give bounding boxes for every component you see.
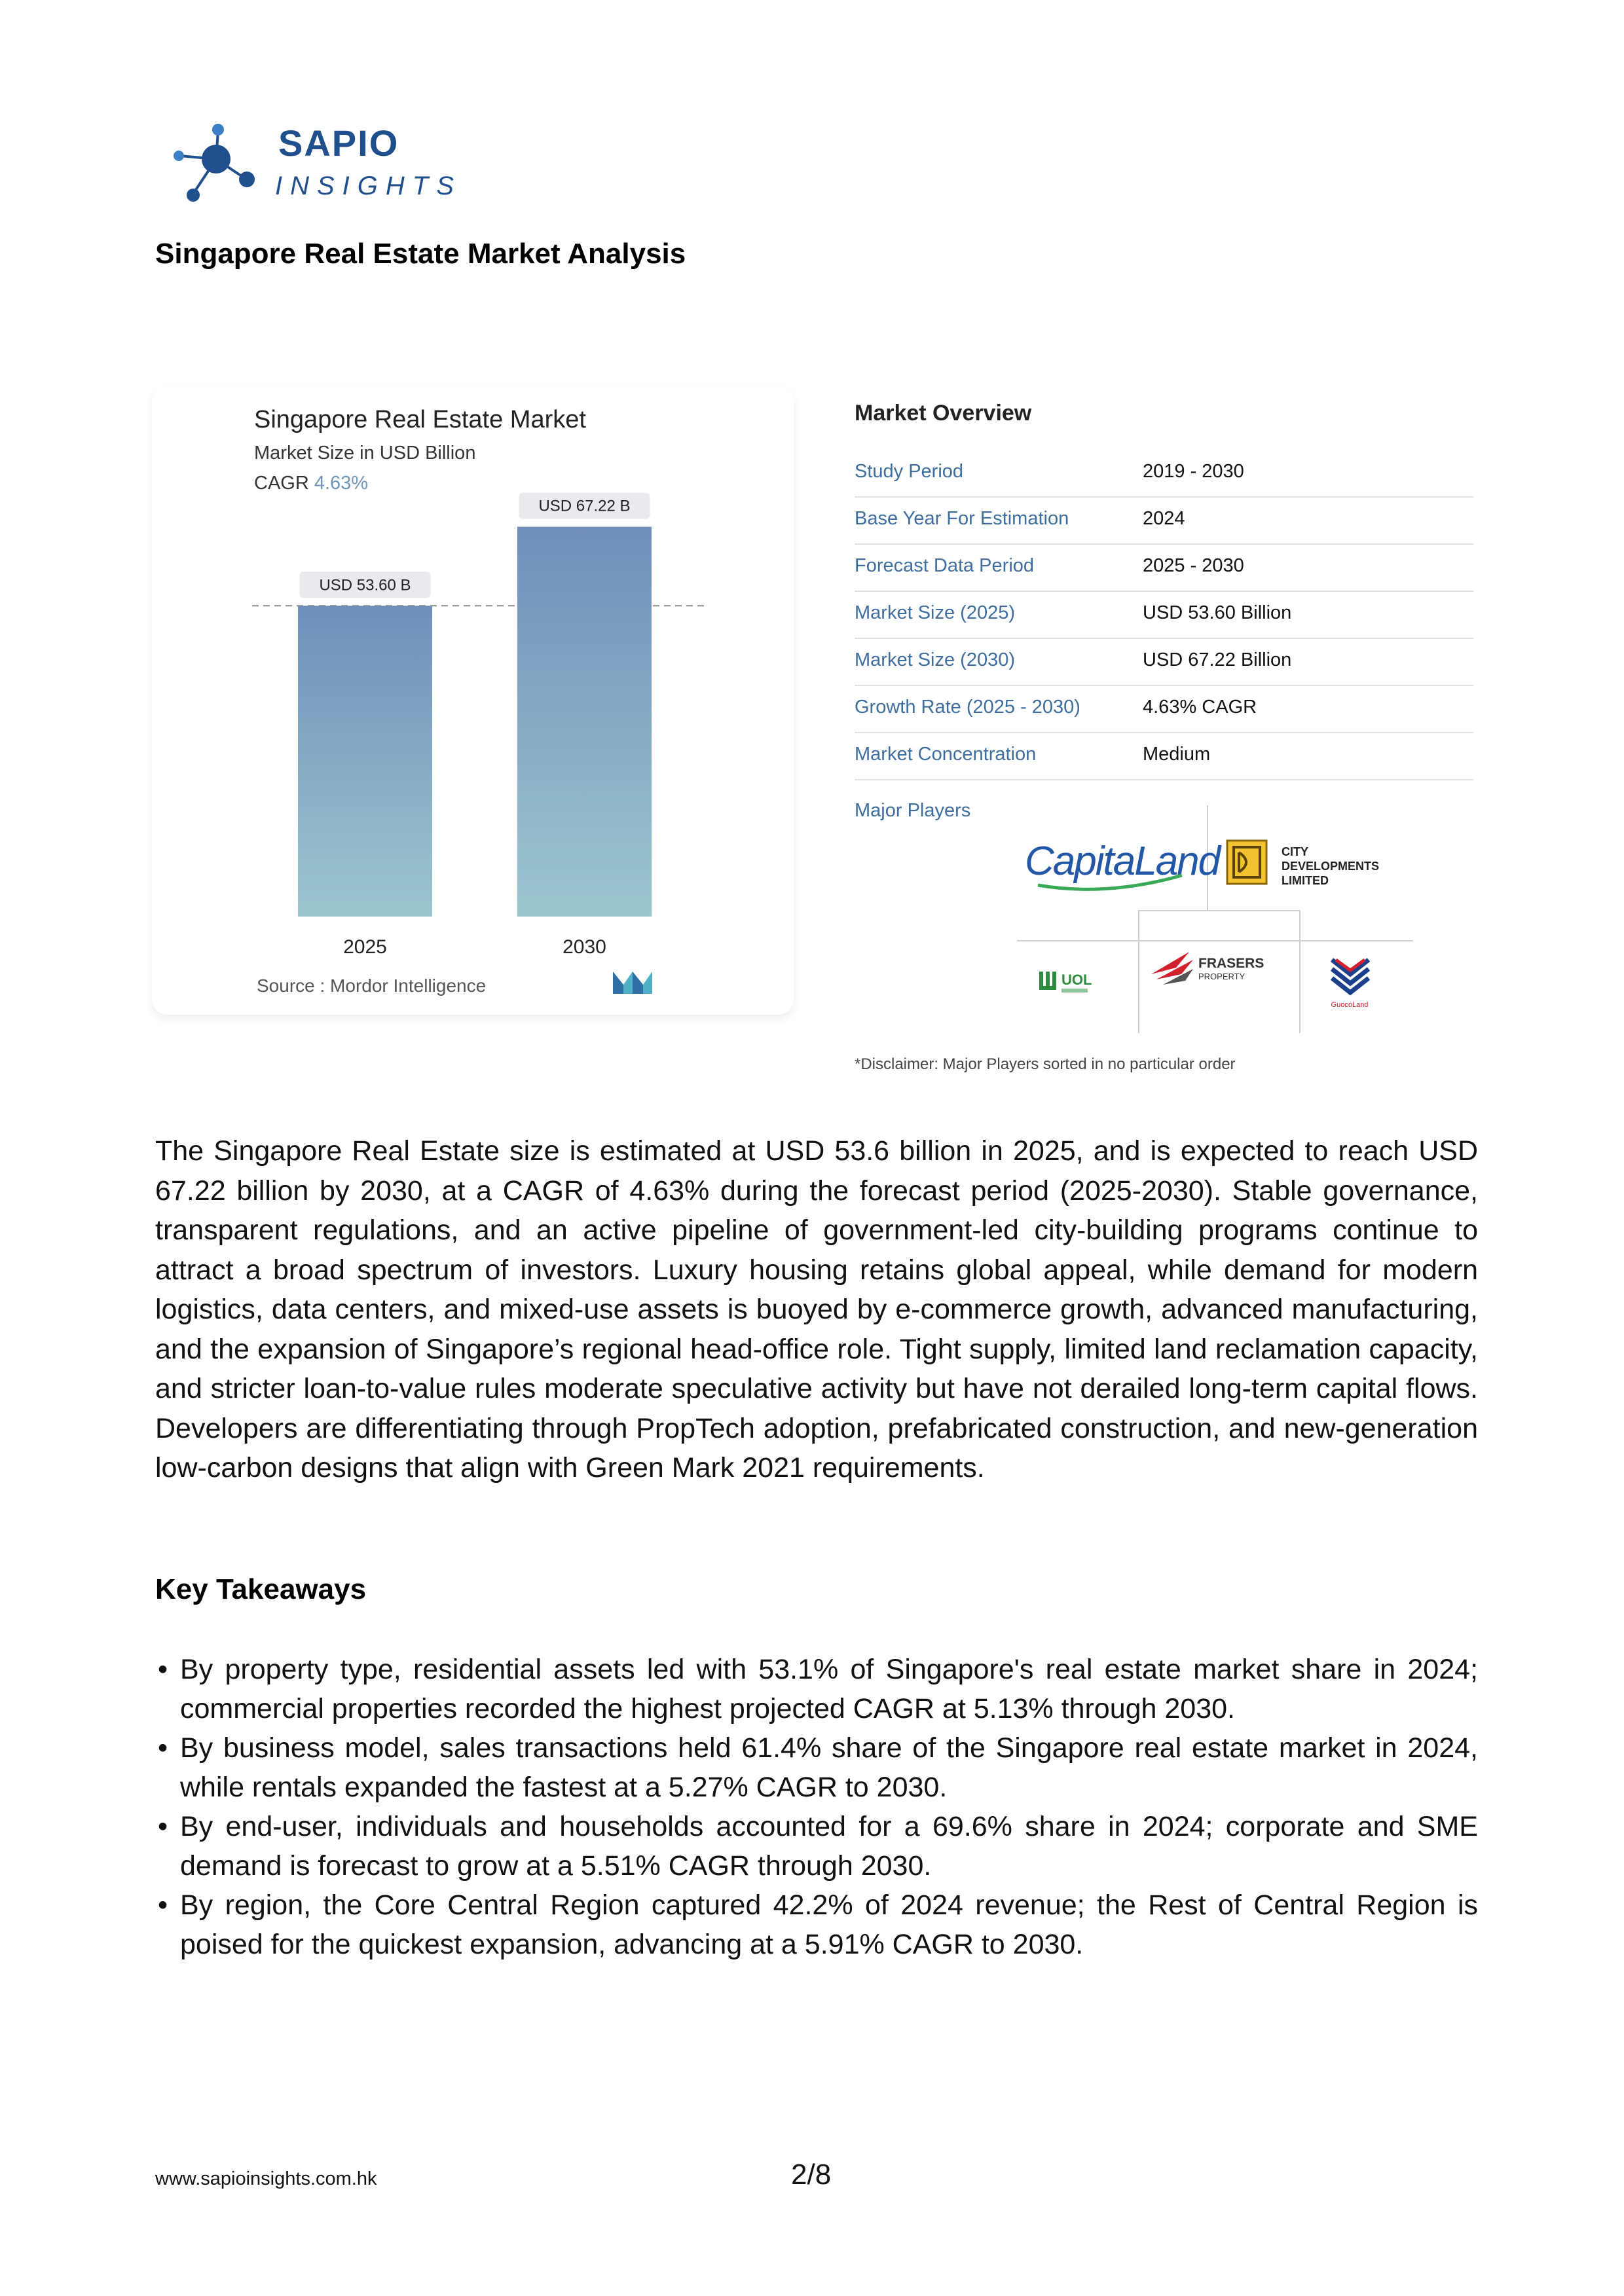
market-overview-title: Market Overview: [855, 401, 1032, 426]
sapio-insights-logo: [167, 117, 534, 215]
molecule-logo-icon: [167, 117, 278, 215]
report-title: Singapore Real Estate Market Analysis: [155, 238, 686, 270]
players-divider: [1138, 910, 1139, 1033]
footer-website-link[interactable]: www.sapioinsights.com.hk: [155, 2168, 377, 2189]
major-players-disclaimer: *Disclaimer: Major Players sorted in no particular order: [855, 1055, 1236, 1073]
list-item: • By end-user, individuals and households accounted for a 69.6% share in 2024; corporate and SME demand is forecast to grow at a 5.51% CAGR through 2030.: [158, 1811, 1478, 1882]
table-row: [855, 496, 1473, 545]
overview-label: Market Size (2030): [855, 649, 1015, 670]
players-divider: [1138, 910, 1301, 911]
capitaland-swoosh-icon: [1035, 866, 1185, 892]
list-item: • By business model, sales transactions held 61.4% share of the Singapore real estate market in 2024, while rentals expanded the fastest at a 5.27% CAGR to 2030.: [158, 1732, 1478, 1803]
guocoland-logo-text: GuocoLand: [1331, 1001, 1369, 1009]
cdl-logo-text: CITY DEVELOPMENTS LIMITED: [1282, 845, 1380, 887]
overview-value: 2025 - 2030: [1143, 555, 1244, 576]
table-row: [855, 685, 1473, 733]
overview-label: Forecast Data Period: [855, 555, 1035, 576]
guocoland-logo-icon: [1327, 955, 1373, 1010]
intro-paragraph: The Singapore Real Estate size is estimated at USD 53.6 billion in 2025, and is expected to reach USD 67.22 billion by 2030, at a CAGR of 4.63% during the forecast period (2025-2030). Stable governance, transparent regulations, and an active pipeline of government-led city-building programs continue to attract a broad spectrum of investors. Luxury housing retains global appeal, while demand for modern logistics, data centers, and mixed-use assets is buoyed by e-commerce growth, advanced manufacturing, and the expansion of Singapore’s regional head-office role. Tight supply, limited land reclamation capacity, and stricter loan-to-value rules moderate speculative activity but have not derailed long-term capital flows. Developers are differentiating through PropTech adoption, prefabricated construction, and new-generation low-carbon designs that align with Green Mark 2021 requirements.: [155, 1135, 1478, 1484]
x-tick-label: 2025: [343, 936, 387, 958]
key-takeaways-list: [155, 1650, 1478, 1964]
table-row: [855, 449, 1473, 498]
chart-title: Singapore Real Estate Market: [254, 406, 586, 433]
cagr-label: CAGR: [254, 473, 309, 494]
data-label: USD 53.60 B: [319, 576, 411, 594]
frasers-logo-text: FRASERS PROPERTY: [1198, 956, 1264, 981]
overview-value: 2024: [1143, 508, 1185, 529]
overview-label: Market Concentration: [855, 744, 1037, 765]
table-row: [855, 543, 1473, 592]
overview-label: Market Size (2025): [855, 602, 1015, 623]
players-divider: [1299, 910, 1301, 1033]
overview-label: Growth Rate (2025 - 2030): [855, 697, 1080, 718]
chart-subtitle: Market Size in USD Billion: [254, 443, 476, 464]
list-item: • By property type, residential assets led with 53.1% of Singapore's real estate market share in 2024; commercial properties recorded the highest projected CAGR at 5.13% through 2030.: [158, 1654, 1478, 1724]
brand-name: SAPIO: [278, 122, 399, 164]
chart-source: Source : Mordor Intelligence: [257, 975, 487, 996]
uol-logo-icon: [1038, 968, 1103, 1000]
overview-label: Base Year For Estimation: [855, 508, 1069, 529]
overview-value: 2019 - 2030: [1143, 461, 1244, 482]
market-size-bar-chart: [236, 497, 720, 958]
list-item: • By region, the Core Central Region captured 42.2% of 2024 revenue; the Rest of Central Region is poised for the quickest expansion, advancing at a 5.91% CAGR to 2030.: [158, 1889, 1478, 1960]
page-number: 2/8: [791, 2159, 832, 2191]
overview-value: USD 53.60 Billion: [1143, 602, 1292, 623]
overview-value: USD 67.22 Billion: [1143, 649, 1292, 670]
key-takeaways-title: Key Takeaways: [155, 1573, 367, 1605]
bar: [517, 527, 652, 917]
table-row: [855, 591, 1473, 639]
capitaland-logo: CapitaLand: [1025, 839, 1220, 884]
chart-cagr: [254, 473, 368, 494]
brand-subtitle: INSIGHTS: [275, 172, 462, 200]
overview-value: Medium: [1143, 744, 1211, 765]
overview-value: 4.63% CAGR: [1143, 697, 1257, 718]
data-label: USD 67.22 B: [538, 497, 631, 515]
x-tick-label: 2030: [563, 936, 606, 958]
cdl-logo-icon: [1226, 839, 1268, 885]
frasers-logo-icon: [1150, 948, 1196, 987]
bar: [298, 606, 432, 917]
major-players-label: Major Players: [855, 800, 971, 821]
cagr-value: 4.63%: [314, 473, 369, 494]
mordor-intelligence-logo-icon: [613, 972, 652, 994]
uol-logo-text: UOL: [1061, 972, 1092, 988]
table-row: [855, 638, 1473, 686]
overview-label: Study Period: [855, 461, 964, 482]
players-divider: [1017, 940, 1413, 941]
table-row: [855, 732, 1473, 780]
